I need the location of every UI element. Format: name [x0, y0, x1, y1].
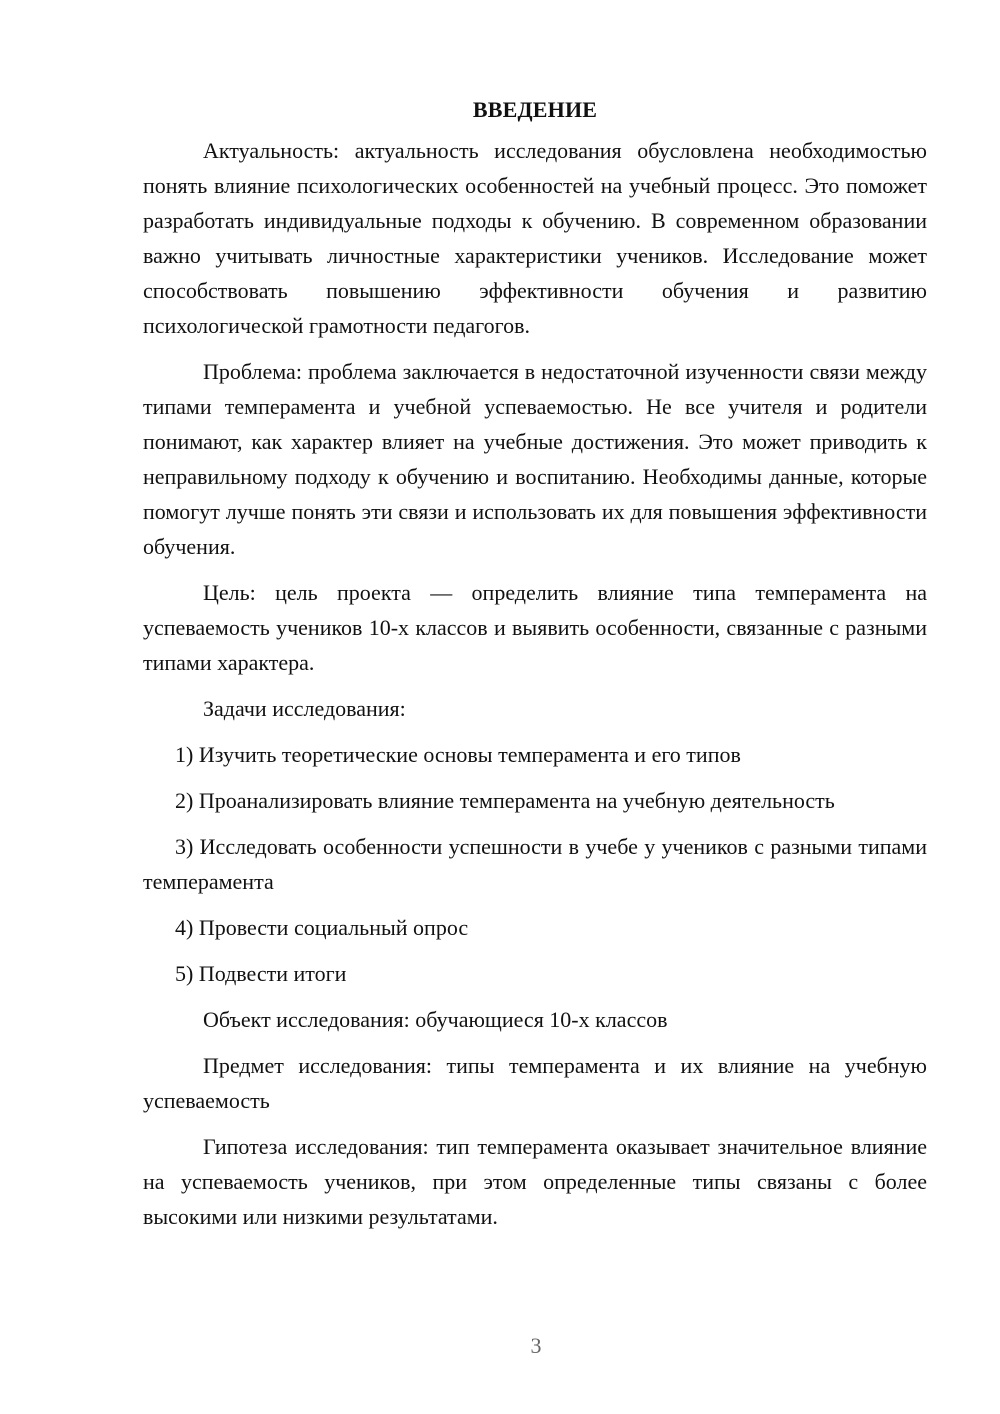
task-item-2: 2) Проанализировать влияние темперамента на учебную деятельность — [175, 788, 835, 813]
tasks-heading: Задачи исследования: — [203, 696, 406, 721]
page-title: ВВЕДЕНИЕ — [472, 97, 598, 122]
object-paragraph: Объект исследования: обучающиеся 10-х классов — [203, 1007, 668, 1032]
page-number: 3 — [530, 1333, 542, 1358]
task-item-1: 1) Изучить теоретические основы темперамента и его типов — [175, 742, 741, 767]
page-content — [143, 92, 927, 1245]
problem-paragraph: Проблема: проблема заключается в недостаточной изученности связи между типами темперамента и учебной успеваемостью. Не все учителя и родители понимают, как характер влияет на учебные достижения. Это может приводить к неправильному подходу к обучению и воспитанию. Необходимы данные, которые помогут лучше понять эти связи и использовать их для повышения эффективности обучения. — [143, 359, 927, 559]
hypothesis-paragraph: Гипотеза исследования: тип темперамента оказывает значительное влияние на успеваемость учеников, при этом определенные типы связаны с более высокими или низкими результатами. — [143, 1134, 927, 1229]
task-item-4: 4) Провести социальный опрос — [175, 915, 469, 940]
goal-paragraph: Цель: цель проекта — определить влияние типа темперамента на успеваемость учеников 10-х классов и выявить особенности, связанные с разными типами характера. — [143, 580, 927, 675]
relevance-paragraph: Актуальность: актуальность исследования обусловлена необходимостью понять влияние психологических особенностей на учебный процесс. Это поможет разработать индивидуальные подходы к обучению. В современном образовании важно учитывать личностные характеристики учеников. Исследование может способствовать повышению эффективности обучения и развитию психологической грамотности педагогов. — [143, 138, 927, 338]
task-item-3: 3) Исследовать особенности успешности в учебе у учеников с разными типами темперамента — [143, 834, 927, 894]
task-item-5: 5) Подвести итоги — [175, 961, 347, 986]
subject-paragraph: Предмет исследования: типы темперамента и их влияние на учебную успеваемость — [143, 1053, 927, 1113]
